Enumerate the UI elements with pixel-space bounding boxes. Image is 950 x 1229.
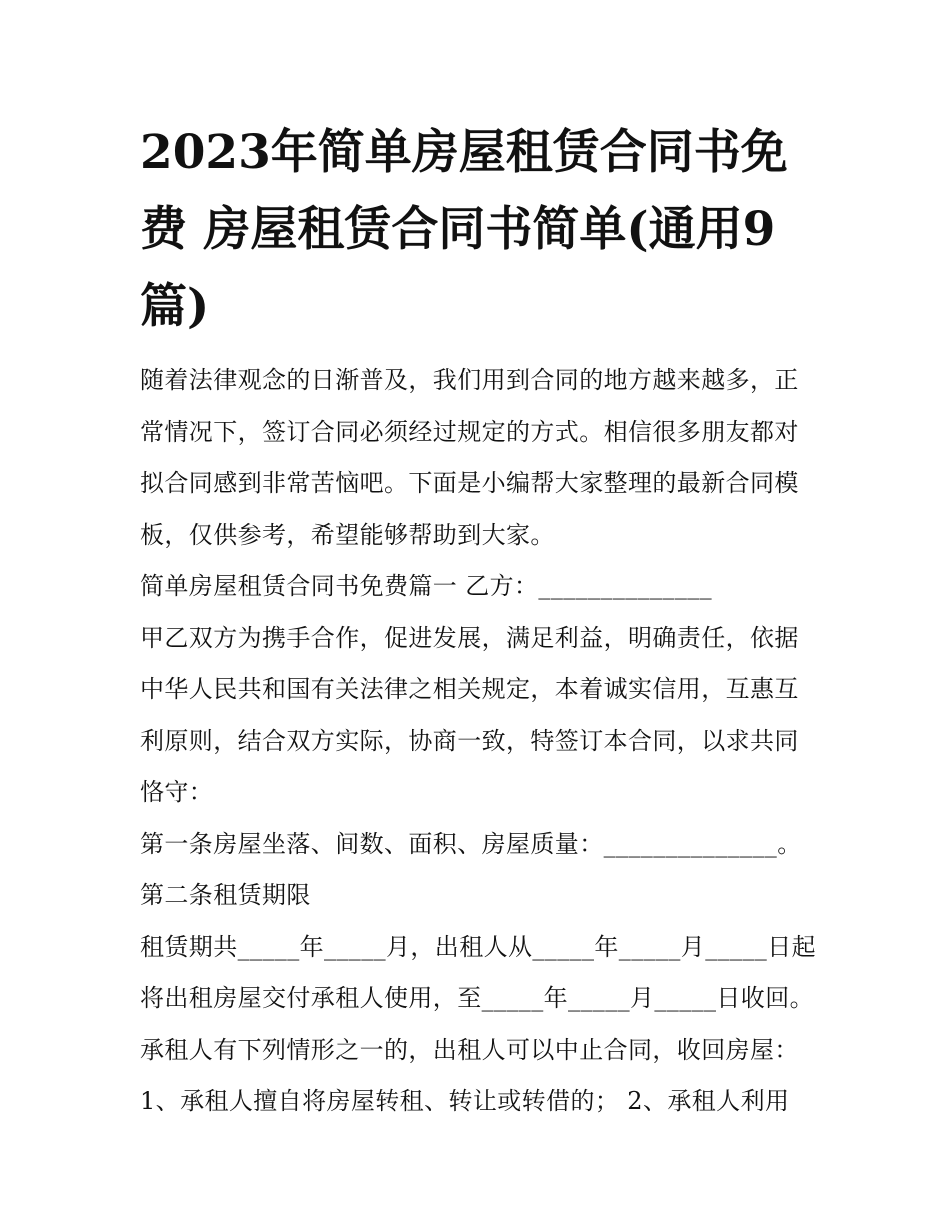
body-line: 将出租房屋交付承租人使用，至_____年_____月_____日收回。 [140, 984, 814, 1012]
body-line: 随着法律观念的日渐普及，我们用到合同的地方越来越多，正 [140, 366, 799, 394]
body-line: 第二条租赁期限 [140, 881, 311, 909]
body-line: 中华人民共和国有关法律之相关规定，本着诚实信用，互惠互 [140, 675, 799, 703]
document-body [140, 355, 830, 1128]
body-line: 简单房屋租赁合同书免费篇一 乙方：______________ [140, 572, 713, 600]
body-line: 第一条房屋坐落、间数、面积、房屋质量：______________。 [140, 829, 802, 858]
body-line: 恪守： [140, 778, 214, 806]
body-line: 常情况下，签订合同必须经过规定的方式。相信很多朋友都对 [140, 417, 799, 446]
body-line: 甲乙双方为携手合作，促进发展，满足利益，明确责任，依据 [140, 623, 799, 652]
title-line: 2023年简单房屋租赁合同书免 [140, 125, 788, 180]
body-line: 承租人有下列情形之一的，出租人可以中止合同，收回房屋： [140, 1035, 799, 1064]
body-line: 1、承租人擅自将房屋转租、转让或转借的； 2、承租人利用 [140, 1087, 790, 1115]
body-line: 利原则，结合双方实际，协商一致，特签订本合同，以求共同 [140, 726, 799, 755]
body-line: 拟合同感到非常苦恼吧。下面是小编帮大家整理的最新合同模 [140, 469, 799, 497]
title-line: 费 房屋租赁合同书简单(通用9 [140, 202, 776, 257]
document-title [140, 114, 820, 345]
body-line: 租赁期共_____年_____月，出租人从_____年_____月_____日起 [140, 932, 816, 961]
body-line: 板，仅供参考，希望能够帮助到大家。 [140, 520, 555, 549]
title-line: 篇) [140, 279, 210, 334]
